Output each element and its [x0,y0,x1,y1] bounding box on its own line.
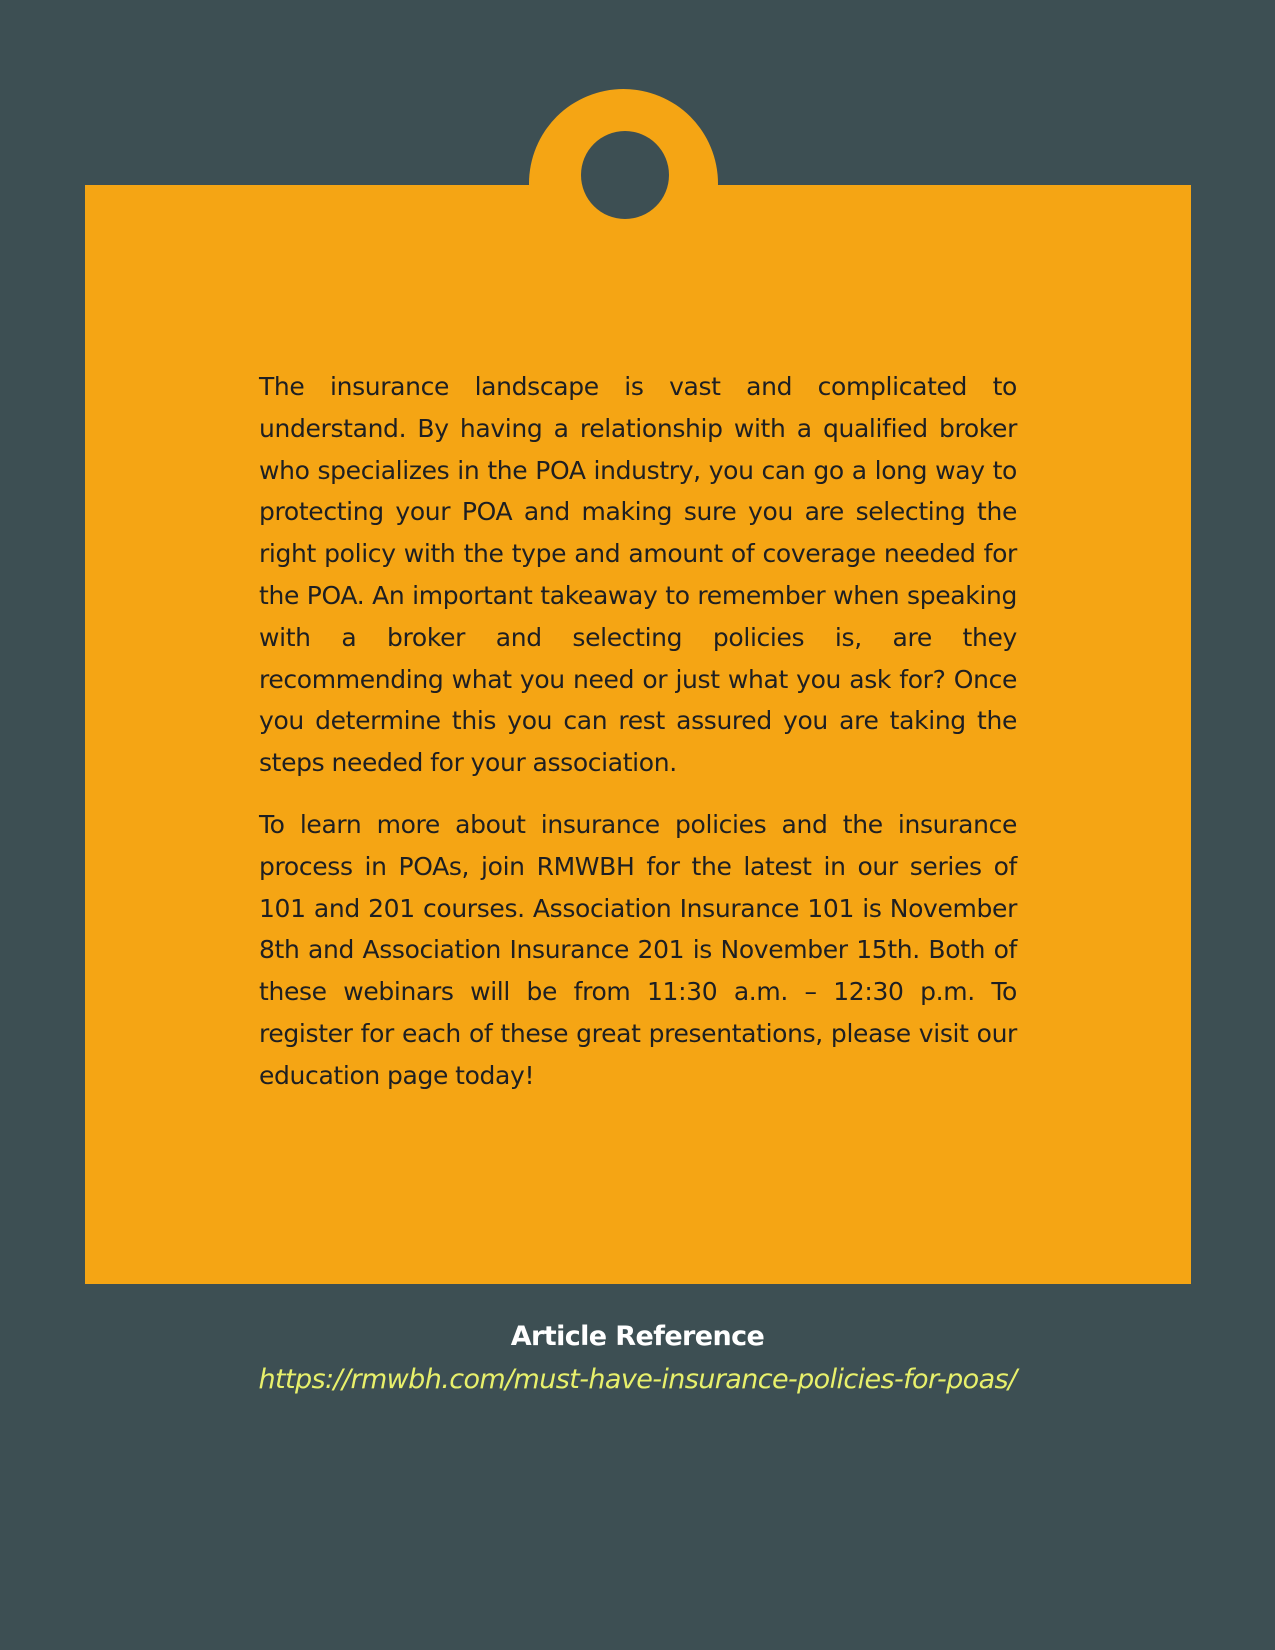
article-body [259,366,1017,1117]
article-paragraph-2: To learn more about insurance policies and the insurance process in POAs, join RMWBH for the latest in our series of 101 and 201 courses. Association Insurance 101 is November 8th and Association Insurance 201 is November 15th. Both of these webinars will be from 11:30 a.m. – 12:30 p.m. To register for each of these great presentations, please visit our education page today! [259,809,1017,1090]
hanger-hole [581,131,669,219]
article-paragraph-1: The insurance landscape is vast and complicated to understand. By having a relationship with a qualified broker who specializes in the POA industry, you can go a long way to protecting your POA and making sure you are selecting the right policy with the type and amount of coverage needed for the POA. An important takeaway to remember when speaking with a broker and selecting policies is, are they recommending what you need or just what you ask for? Once you determine this you can rest assured you are taking the steps needed for your association. [259,372,1017,778]
reference-title: Article Reference [510,1321,765,1352]
article-reference [0,1317,1275,1401]
reference-link[interactable]: https://rmwbh.com/must-have-insurance-policies-for-poas/ [258,1364,1017,1395]
